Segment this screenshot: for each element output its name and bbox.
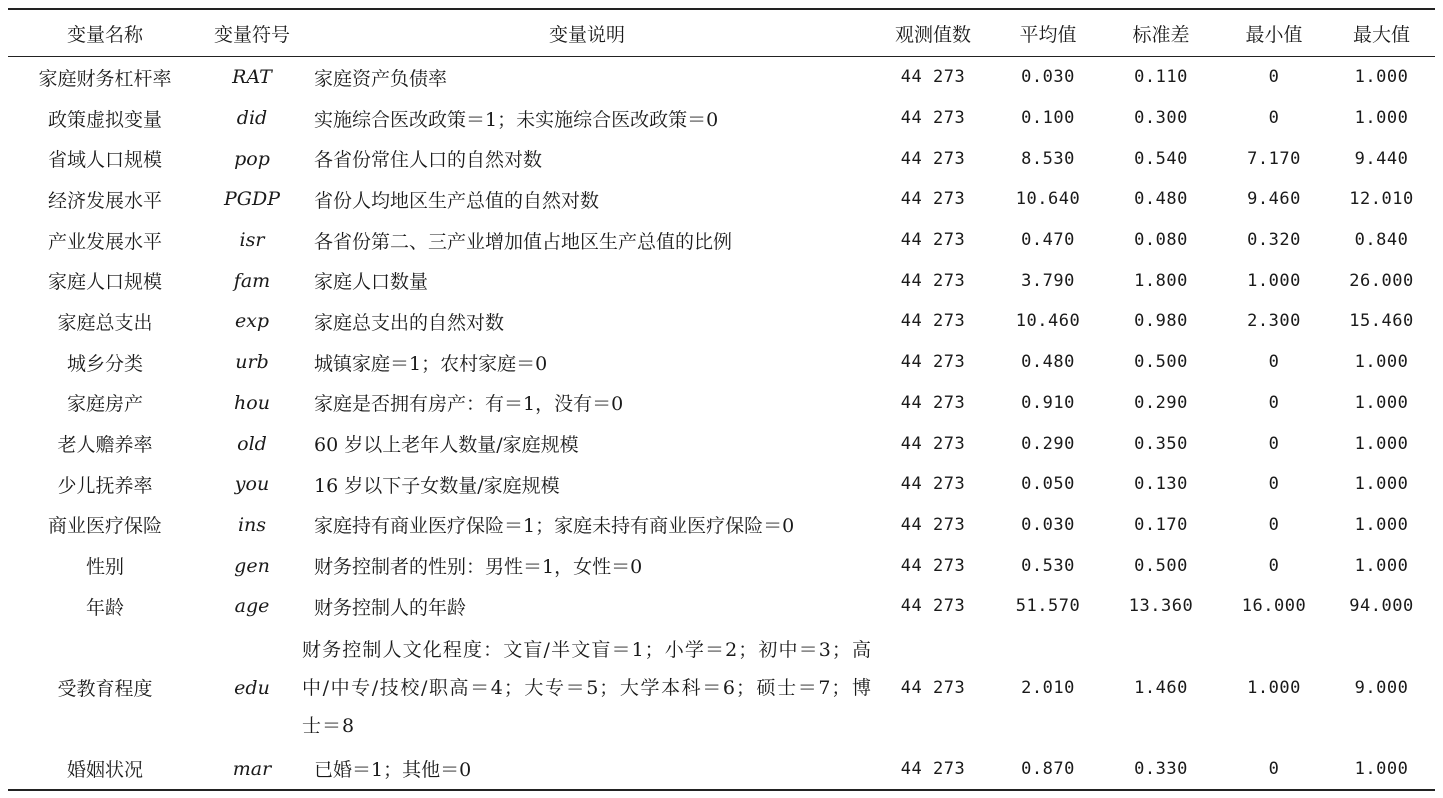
- cell-var-symbol: gen: [234, 554, 270, 577]
- cell-var-symbol: old: [237, 432, 267, 455]
- table-row: [8, 545, 1435, 586]
- cell-mean: 3.790: [1021, 270, 1075, 291]
- cell-max: 1.000: [1354, 555, 1409, 576]
- cell-var-symbol: you: [234, 473, 270, 496]
- cell-sd: 1.460: [1134, 677, 1188, 698]
- cell-max: 1.000: [1354, 758, 1409, 779]
- cell-var-name: 家庭财务杠杆率: [38, 67, 172, 90]
- cell-min: 2.300: [1247, 311, 1301, 332]
- cell-min: 0: [1268, 514, 1280, 535]
- cell-sd: 1.800: [1134, 270, 1188, 291]
- cell-var-desc: 16 岁以下子女数量/家庭规模: [314, 474, 560, 497]
- cell-var-desc: 家庭总支出的自然对数: [314, 311, 505, 334]
- cell-sd: 0.290: [1134, 392, 1188, 413]
- cell-var-name: 家庭房产: [66, 393, 143, 416]
- cell-sd: 0.540: [1134, 148, 1188, 169]
- cell-max: 9.000: [1354, 677, 1409, 698]
- cell-max: 1.000: [1354, 108, 1409, 129]
- cell-var-desc: 家庭是否拥有房产：有＝1，没有＝0: [314, 393, 624, 416]
- cell-min: 0: [1268, 555, 1280, 576]
- table-row: [8, 749, 1435, 791]
- cell-var-desc: 已婚＝1；其他＝0: [314, 759, 472, 782]
- cell-min: 0: [1268, 758, 1280, 779]
- cell-var-desc: 各省份第二、三产业增加值占地区生产总值的比例: [314, 230, 733, 253]
- cell-var-symbol: urb: [235, 351, 269, 374]
- table-row: [8, 505, 1435, 546]
- cell-var-name: 年龄: [85, 596, 124, 619]
- table-row: [8, 301, 1435, 342]
- cell-var-symbol: age: [234, 595, 270, 618]
- table-header: [8, 9, 1435, 57]
- cell-max: 1.000: [1354, 67, 1409, 88]
- cell-max: 1.000: [1354, 474, 1409, 495]
- header-mean: 平均值: [1019, 23, 1077, 46]
- cell-var-symbol: RAT: [232, 66, 272, 89]
- cell-var-desc: 实施综合医改政策＝1；未实施综合医改政策＝0: [314, 108, 719, 131]
- cell-min: 7.170: [1247, 148, 1301, 169]
- cell-mean: 0.870: [1021, 758, 1075, 779]
- cell-var-symbol: edu: [234, 676, 270, 699]
- cell-var-desc: 财务控制人的年龄: [314, 596, 467, 619]
- cell-var-name: 商业医疗保险: [47, 515, 162, 538]
- cell-sd: 0.330: [1134, 758, 1188, 779]
- cell-sd: 0.480: [1134, 189, 1188, 210]
- cell-var-symbol: exp: [234, 310, 270, 333]
- cell-mean: 2.010: [1021, 677, 1075, 698]
- cell-sd: 0.350: [1134, 433, 1188, 454]
- cell-var-name: 经济发展水平: [47, 189, 162, 212]
- cell-min: 0: [1268, 433, 1280, 454]
- cell-obs: 44 273: [900, 433, 966, 454]
- cell-mean: 0.530: [1021, 555, 1075, 576]
- cell-obs: 44 273: [900, 230, 966, 251]
- cell-mean: 0.100: [1021, 108, 1075, 129]
- header-var-name: 变量名称: [66, 23, 143, 46]
- cell-min: 0: [1268, 108, 1280, 129]
- cell-obs: 44 273: [900, 189, 966, 210]
- table-row: [8, 260, 1435, 301]
- cell-mean: 0.030: [1021, 514, 1075, 535]
- cell-obs: 44 273: [900, 108, 966, 129]
- cell-var-name: 家庭人口规模: [47, 271, 162, 294]
- cell-max: 15.460: [1349, 311, 1414, 332]
- cell-obs: 44 273: [900, 474, 966, 495]
- cell-var-desc: 家庭资产负债率: [314, 67, 448, 90]
- cell-max: 1.000: [1354, 514, 1409, 535]
- cell-min: 0.320: [1247, 230, 1301, 251]
- cell-sd: 0.500: [1134, 352, 1188, 373]
- cell-var-name: 城乡分类: [66, 352, 143, 375]
- cell-var-symbol: isr: [239, 229, 265, 252]
- cell-var-symbol: mar: [232, 757, 272, 780]
- cell-min: 1.000: [1247, 270, 1301, 291]
- cell-var-desc: 财务控制人文化程度：文盲/半文盲＝1；小学＝2；初中＝3；高中/中专/技校/职高＝4；大专＝5；大学本科＝6；硕士＝7；博士＝8: [302, 638, 872, 737]
- cell-var-desc: 家庭持有商业医疗保险＝1；家庭未持有商业医疗保险＝0: [314, 515, 795, 538]
- cell-mean: 0.910: [1021, 392, 1075, 413]
- cell-var-desc: 各省份常住人口的自然对数: [314, 149, 543, 172]
- cell-obs: 44 273: [900, 148, 966, 169]
- cell-sd: 0.170: [1134, 514, 1188, 535]
- table-row: [8, 57, 1435, 98]
- cell-mean: 8.530: [1021, 148, 1075, 169]
- cell-var-desc: 省份人均地区生产总值的自然对数: [314, 189, 600, 212]
- header-min: 最小值: [1245, 23, 1303, 46]
- cell-var-name: 家庭总支出: [57, 311, 153, 334]
- cell-var-symbol: did: [236, 107, 268, 130]
- cell-var-name: 少儿抚养率: [57, 474, 153, 497]
- cell-obs: 44 273: [900, 311, 966, 332]
- cell-min: 0: [1268, 474, 1280, 495]
- table-row: [8, 627, 1435, 749]
- cell-sd: 0.500: [1134, 555, 1188, 576]
- table-row: [8, 138, 1435, 179]
- cell-min: 16.000: [1241, 596, 1307, 617]
- table-row: [8, 179, 1435, 220]
- cell-var-symbol: fam: [233, 269, 271, 292]
- header-sd: 标准差: [1132, 23, 1190, 46]
- table-row: [8, 98, 1435, 139]
- cell-obs: 44 273: [900, 758, 966, 779]
- cell-min: 1.000: [1247, 677, 1301, 698]
- cell-var-desc: 城镇家庭＝1；农村家庭＝0: [314, 352, 548, 375]
- cell-max: 0.840: [1354, 230, 1409, 251]
- cell-min: 0: [1268, 67, 1280, 88]
- cell-sd: 0.080: [1134, 230, 1188, 251]
- table-row: [8, 383, 1435, 424]
- cell-max: 12.010: [1349, 189, 1414, 210]
- cell-var-desc: 家庭人口数量: [314, 271, 429, 294]
- cell-max: 1.000: [1354, 352, 1409, 373]
- cell-mean: 51.570: [1015, 596, 1081, 617]
- cell-max: 26.000: [1349, 270, 1414, 291]
- cell-min: 0: [1268, 392, 1280, 413]
- table-row: [8, 586, 1435, 627]
- cell-sd: 0.980: [1134, 311, 1188, 332]
- cell-sd: 0.130: [1134, 474, 1188, 495]
- cell-var-name: 政策虚拟变量: [47, 108, 162, 131]
- header-max: 最大值: [1352, 23, 1410, 46]
- header-var-symbol: 变量符号: [213, 23, 290, 46]
- cell-var-name: 婚姻状况: [66, 759, 143, 782]
- cell-sd: 0.300: [1134, 108, 1188, 129]
- cell-mean: 0.050: [1021, 474, 1075, 495]
- cell-var-desc: 60 岁以上老年人数量/家庭规模: [314, 434, 579, 457]
- cell-mean: 0.290: [1021, 433, 1075, 454]
- cell-sd: 13.360: [1128, 596, 1194, 617]
- cell-mean: 10.460: [1015, 311, 1081, 332]
- cell-var-name: 受教育程度: [57, 678, 153, 701]
- cell-var-name: 省域人口规模: [47, 149, 162, 172]
- cell-obs: 44 273: [900, 67, 966, 88]
- cell-mean: 0.470: [1021, 230, 1075, 251]
- cell-obs: 44 273: [900, 596, 966, 617]
- cell-var-name: 老人赡养率: [57, 434, 153, 457]
- header-row: [8, 9, 1435, 57]
- cell-var-symbol: pop: [234, 147, 270, 170]
- descriptive-statistics-table: [8, 8, 1435, 791]
- cell-obs: 44 273: [900, 514, 966, 535]
- header-var-desc: 变量说明: [548, 23, 625, 46]
- cell-mean: 0.480: [1021, 352, 1075, 373]
- table-row: [8, 423, 1435, 464]
- cell-sd: 0.110: [1134, 67, 1188, 88]
- table-row: [8, 220, 1435, 261]
- cell-var-name: 产业发展水平: [47, 230, 162, 253]
- cell-obs: 44 273: [900, 392, 966, 413]
- cell-var-symbol: hou: [234, 391, 270, 414]
- cell-mean: 10.640: [1015, 189, 1081, 210]
- cell-min: 9.460: [1247, 189, 1301, 210]
- cell-obs: 44 273: [900, 352, 966, 373]
- cell-var-name: 性别: [85, 556, 124, 579]
- table-row: [8, 342, 1435, 383]
- cell-max: 1.000: [1354, 433, 1409, 454]
- header-obs: 观测值数: [894, 23, 971, 46]
- table-row: [8, 464, 1435, 505]
- statistics-table-container: [8, 8, 1435, 791]
- cell-max: 94.000: [1349, 596, 1414, 617]
- cell-var-symbol: PGDP: [224, 188, 280, 211]
- cell-obs: 44 273: [900, 555, 966, 576]
- cell-mean: 0.030: [1021, 67, 1075, 88]
- cell-max: 1.000: [1354, 392, 1409, 413]
- cell-obs: 44 273: [900, 677, 966, 698]
- cell-var-desc: 财务控制者的性别：男性＝1，女性＝0: [314, 556, 643, 579]
- table-body: [8, 57, 1435, 791]
- cell-max: 9.440: [1354, 148, 1409, 169]
- cell-min: 0: [1268, 352, 1280, 373]
- cell-obs: 44 273: [900, 270, 966, 291]
- cell-var-symbol: ins: [237, 513, 267, 536]
